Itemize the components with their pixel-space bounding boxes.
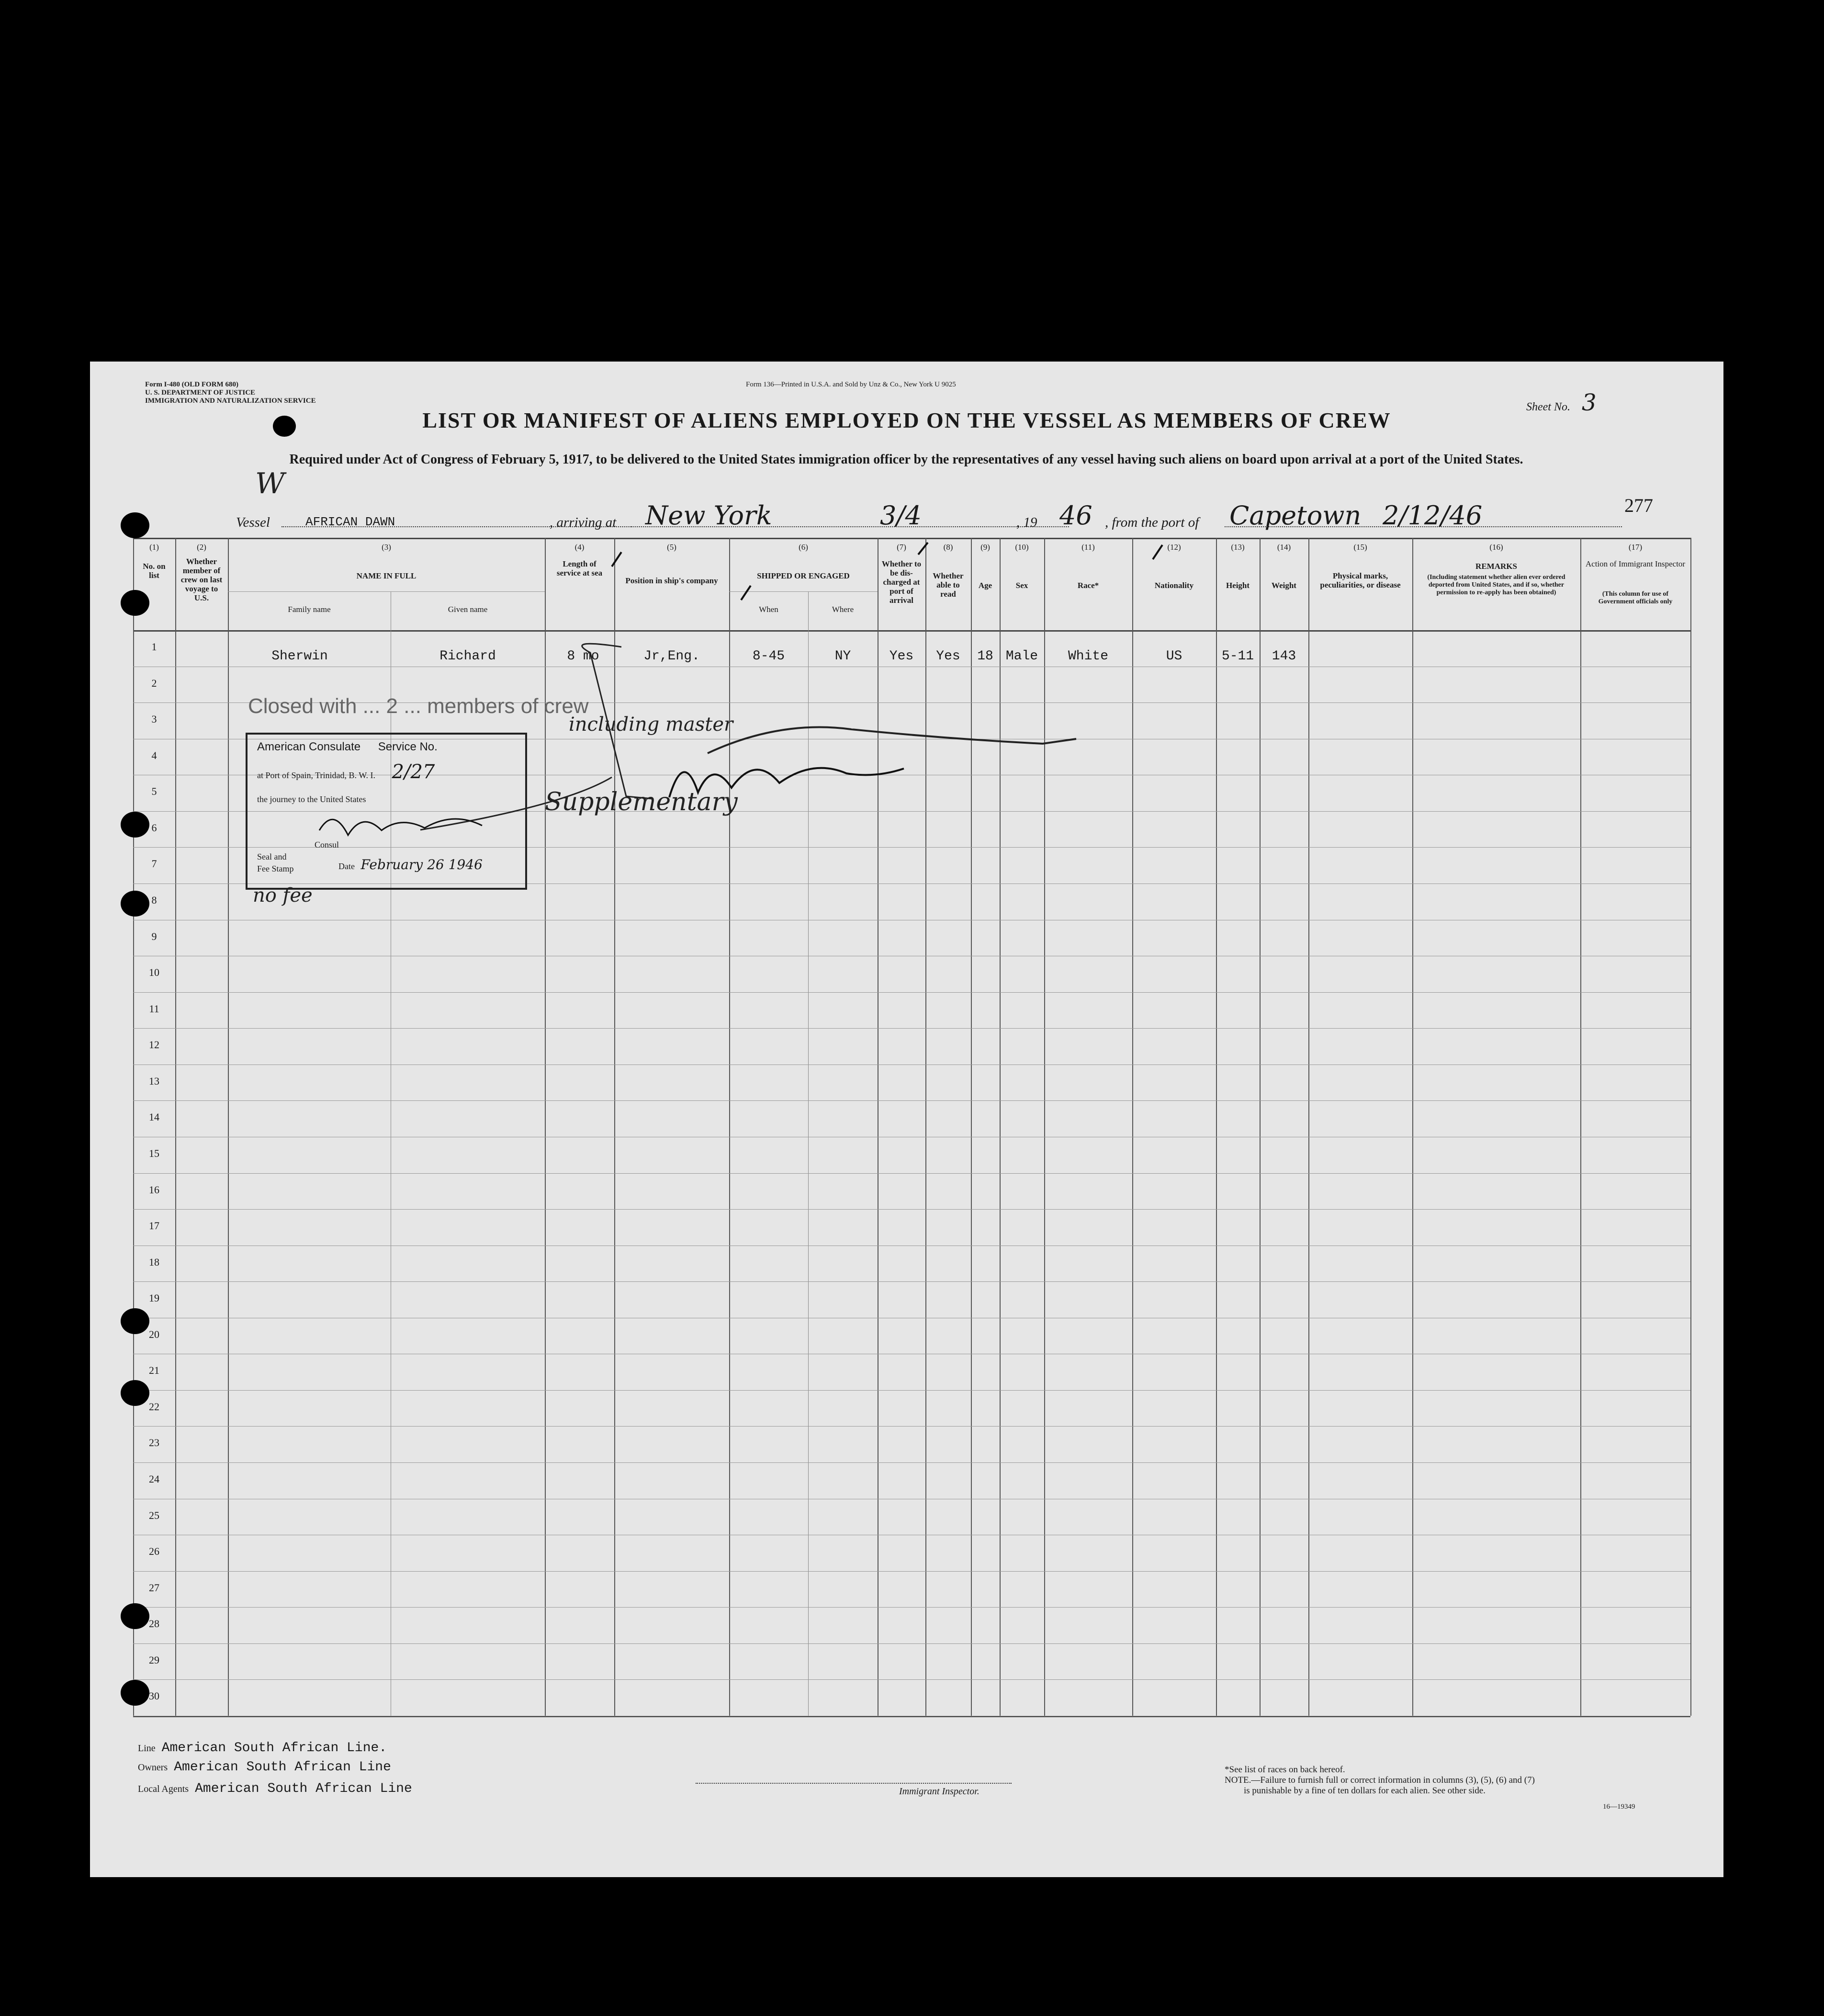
arrival-date: 3/4 [880, 500, 922, 531]
owners-value: American South African Line [174, 1760, 391, 1775]
nationality: US [1166, 649, 1182, 664]
footer-note-3: is punishable by a fine of ten dollars for each alien. See other side. [1244, 1786, 1486, 1796]
from-port: Capetown [1229, 500, 1362, 531]
closed-stamp: Closed with ... 2 ... members of crew [248, 694, 589, 718]
col12-num: (12) [1167, 543, 1181, 552]
shipped-where: NY [834, 649, 851, 664]
row-number: 17 [149, 1220, 159, 1232]
row-number: 25 [149, 1509, 159, 1521]
row-number: 29 [149, 1654, 159, 1666]
arriving-label: , arriving at [550, 515, 617, 530]
col13-header: Height [1226, 581, 1250, 590]
height: 5-11 [1221, 649, 1254, 664]
supplementary-note: Supplementary [545, 788, 738, 816]
row-number: 1 [151, 641, 157, 653]
sheet-label-text: Sheet No. [1526, 401, 1570, 413]
punch-hole [273, 416, 296, 437]
col6-header: SHIPPED OR ENGAGED [757, 571, 850, 580]
punch-hole [121, 1603, 149, 1629]
punch-hole [121, 1308, 149, 1334]
col17-num: (17) [1628, 543, 1643, 552]
row-number: 30 [149, 1690, 159, 1702]
line-value: American South African Line. [161, 1741, 387, 1756]
discharged: Yes [889, 649, 914, 664]
col16-num: (16) [1489, 543, 1503, 552]
col12-header: Nationality [1154, 581, 1194, 590]
row-number: 9 [151, 930, 157, 942]
footer-note-1: *See list of races on back hereof. [1225, 1765, 1345, 1775]
service-no-label: Service No. [378, 740, 438, 753]
fee-stamp-label: Fee Stamp [257, 864, 294, 873]
row-number: 11 [149, 1002, 159, 1015]
punch-hole [121, 512, 149, 538]
form-id [145, 381, 316, 405]
row-number: 4 [151, 749, 157, 761]
col14-header: Weight [1272, 581, 1296, 590]
consulate-name: American Consulate [257, 740, 361, 753]
col2-num: (2) [197, 543, 206, 552]
col13-num: (13) [1231, 543, 1245, 552]
row-number: 21 [149, 1364, 159, 1377]
col3-num: (3) [382, 543, 391, 552]
date-value: February 26 1946 [360, 857, 483, 872]
position: Jr,Eng. [643, 649, 700, 664]
inspector-label: Immigrant Inspector. [899, 1786, 980, 1797]
from-port-label: , from the port of [1105, 515, 1199, 530]
row-number: 13 [149, 1075, 159, 1087]
printer-note: Form 136—Printed in U.S.A. and Sold by Unz & Co., New York U 9025 [746, 381, 956, 388]
consulate-stamp [246, 733, 527, 890]
consulate-journey: the journey to the United States [257, 794, 366, 804]
agents-label: Local Agents [138, 1784, 189, 1794]
col6b-header: Where [832, 605, 854, 614]
year-value: 46 [1059, 500, 1092, 531]
col4-header: Length of service at sea [556, 559, 603, 578]
row-number: 22 [149, 1400, 159, 1413]
row-number: 26 [149, 1545, 159, 1558]
col15-header: Physical marks, peculiarities, or disease [1320, 571, 1401, 589]
row-number: 8 [151, 894, 157, 906]
row-number: 27 [149, 1581, 159, 1594]
col5-header: Position in ship's company [625, 576, 718, 585]
col8-header: Whether able to read [933, 571, 964, 599]
consulate-location: at Port of Spain, Trinidad, B. W. I. [257, 770, 376, 780]
punch-hole [121, 590, 149, 616]
col4-num: (4) [574, 543, 585, 552]
age: 18 [977, 649, 993, 664]
form-code: 16—19349 [1603, 1803, 1635, 1811]
service-length: 8 mo [567, 649, 599, 664]
row-number: 12 [149, 1039, 159, 1051]
service-no-value: 2/27 [392, 761, 435, 783]
row-number: 28 [149, 1618, 159, 1630]
no-fee-note: no fee [253, 884, 313, 906]
master-signature [655, 740, 942, 826]
given-name: Richard [439, 649, 496, 664]
col11-header: Race* [1077, 581, 1099, 590]
manifest-sheet [90, 362, 1723, 1877]
row-number: 23 [149, 1437, 159, 1449]
col17-subheader: (This column for use of Government officials only [1598, 590, 1673, 605]
row-number: 15 [149, 1147, 159, 1159]
row-number: 5 [151, 785, 157, 798]
row-number: 10 [149, 966, 159, 979]
row-number: 14 [149, 1111, 159, 1123]
row-number: 20 [149, 1328, 159, 1340]
owners-label: Owners [138, 1762, 168, 1773]
col14-num: (14) [1277, 543, 1291, 552]
col10-num: (10) [1015, 543, 1029, 552]
col6a-header: When [759, 605, 778, 614]
weight: 143 [1272, 649, 1296, 664]
row-number: 6 [151, 821, 157, 834]
top-left-annotation: W [255, 467, 285, 500]
shipped-when: 8-45 [752, 649, 785, 664]
col1-num: (1) [149, 543, 159, 552]
col16-subheader: (Including statement whether alien ever ordered deported from United States, and if so, whether permission to re-apply has been obtained) [1427, 574, 1565, 596]
row-number: 16 [149, 1183, 159, 1196]
form-id-line3: IMMIGRATION AND NATURALIZATION SERVICE [145, 397, 316, 405]
col7-header: Whether to be dis-charged at port of arrival [881, 559, 922, 605]
col15-num: (15) [1353, 543, 1367, 552]
col17-header: Action of Immigrant Inspector [1585, 559, 1686, 568]
form-id-line2: U. S. DEPARTMENT OF JUSTICE [145, 389, 256, 396]
punch-hole [121, 1380, 149, 1406]
col11-num: (11) [1081, 543, 1095, 552]
able-to-read: Yes [936, 649, 960, 664]
year-prefix: , 19 [1016, 515, 1037, 530]
date-label: Date [338, 861, 355, 871]
consul-label: Consul [315, 840, 339, 849]
col2-header: Whether member of crew on last voyage to U.S. [180, 557, 223, 602]
col16-header: REMARKS [1475, 562, 1517, 571]
col3b-header: Given name [448, 605, 488, 614]
departure-date: 2/12/46 [1383, 500, 1483, 531]
vessel-label: Vessel [236, 515, 270, 530]
punch-hole [121, 891, 149, 917]
agents-value: American South African Line [195, 1781, 412, 1796]
row-number: 3 [151, 713, 157, 725]
row-number: 2 [151, 677, 157, 689]
col1-header: No. on list [143, 562, 166, 580]
col3a-header: Family name [288, 605, 331, 614]
row-number: 19 [149, 1292, 159, 1304]
page-title: LIST OR MANIFEST OF ALIENS EMPLOYED ON THE VESSEL AS MEMBERS OF CREW [422, 408, 1391, 432]
form-id-line1: Form I-480 (OLD FORM 680) [145, 381, 238, 388]
punch-hole [121, 1680, 149, 1706]
page-subtitle: Required under Act of Congress of February 5, 1917, to be delivered to the United States immigration officer by the representatives of any vessel having such aliens on board upon arrival at a port of the United States. [289, 452, 1523, 467]
family-name: Sherwin [271, 649, 328, 664]
arriving-port: New York [645, 500, 772, 531]
sex: Male [1005, 649, 1038, 664]
col9-header: Age [978, 581, 992, 590]
col8-num: (8) [943, 543, 953, 552]
line-label: Line [138, 1743, 156, 1754]
col7-num: (7) [897, 543, 906, 552]
sheet-number-right: 277 [1624, 495, 1653, 516]
vessel-name: AFRICAN DAWN [305, 515, 395, 529]
including-master-note: including master [569, 714, 733, 736]
sheet-number: 3 [1581, 389, 1597, 416]
seal-label: Seal and [257, 852, 287, 861]
row-number: 18 [149, 1256, 159, 1268]
footer-note-2: NOTE.—Failure to furnish full or correct information in columns (3), (5), (6) and (7) [1225, 1775, 1535, 1785]
race: White [1068, 649, 1108, 664]
col3-header: NAME IN FULL [356, 571, 417, 580]
col9-num: (9) [980, 543, 990, 552]
row-number: 24 [149, 1473, 159, 1485]
col6-num: (6) [799, 543, 808, 552]
col10-header: Sex [1015, 581, 1028, 590]
consul-signature [315, 802, 506, 845]
row-number: 7 [151, 858, 157, 870]
footer-note [1225, 1765, 1535, 1796]
punch-hole [121, 812, 149, 838]
col5-num: (5) [667, 543, 676, 552]
